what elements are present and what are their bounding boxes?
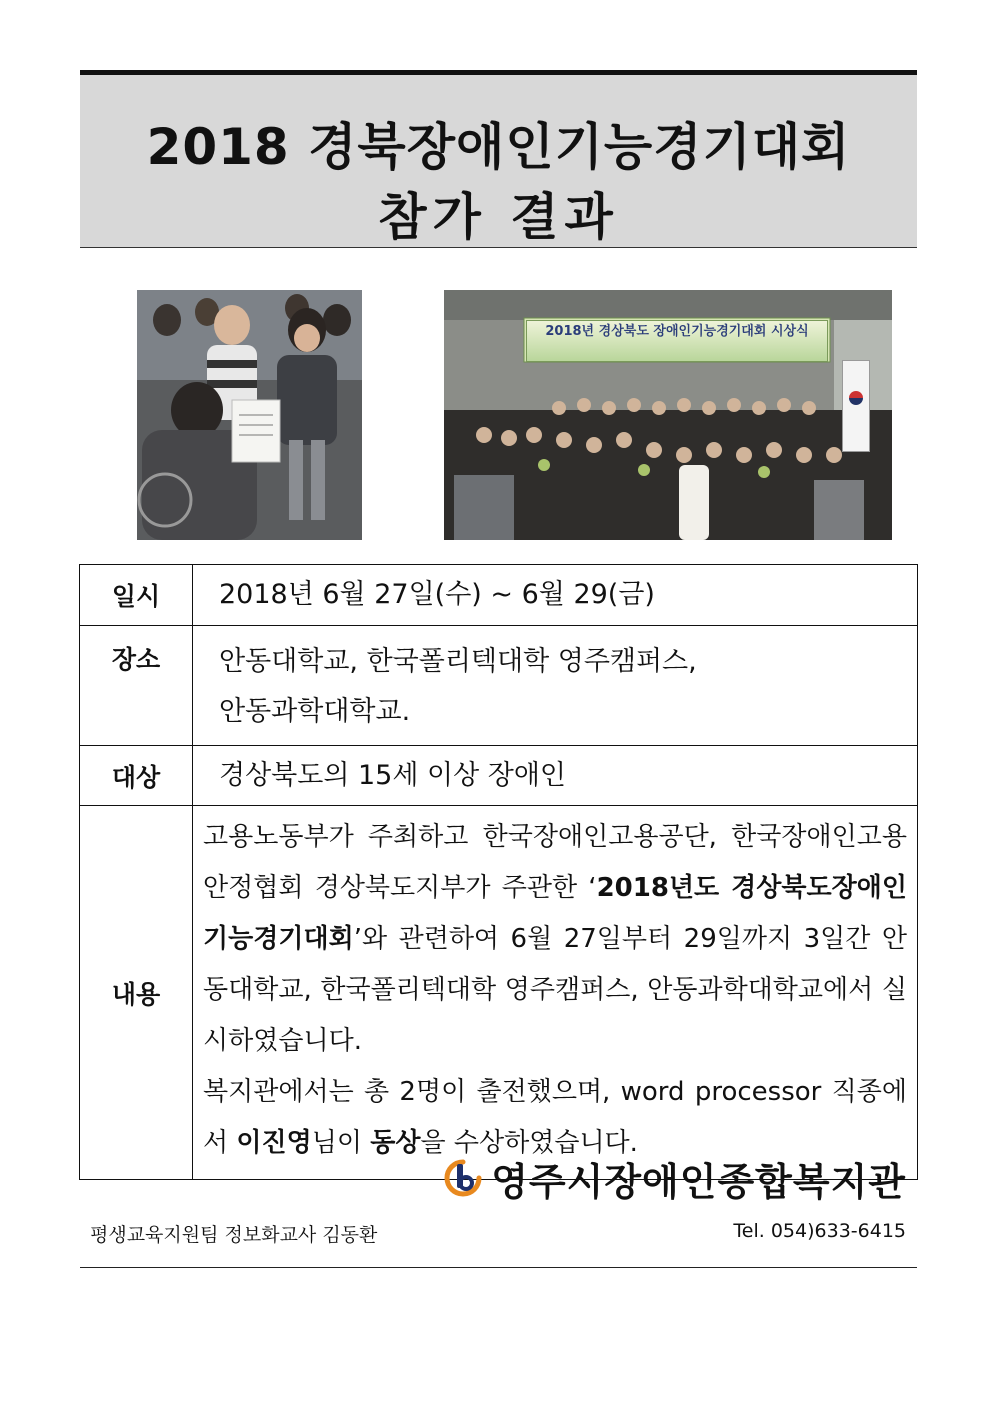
content-p1-c: ’와 관련하여 6월 27일부터 29일까지 3일간 안동대학교, 한국폴리텍대학 영주캠퍼스, 안동과학대학교에서 실시하였습니다. (203, 924, 907, 1056)
taegukgi-flag-icon (842, 360, 870, 452)
info-table (79, 564, 918, 1180)
photo-award-handover-illustration (137, 290, 362, 540)
title-banner (80, 70, 917, 248)
organization-logo-icon (443, 1158, 483, 1198)
organization-name: 영주시장애인종합복지관 (491, 1159, 906, 1204)
value-place-line1: 안동대학교, 한국폴리텍대학 영주캠퍼스, (219, 645, 697, 677)
value-date: 2018년 6월 27일(수) ~ 6월 29(금) (193, 565, 918, 626)
table-row-content (80, 806, 918, 1180)
organization-signature (443, 1150, 906, 1206)
value-content (193, 806, 918, 1180)
ceremony-banner: 2018년 경상북도 장애인기능경기대회 시상식 (526, 320, 828, 362)
content-paragraph-1 (203, 812, 907, 1067)
content-p1-a: 고용노동부가 주최하고 한국장애인고용공단, 한국장애인고용안정협회 경상북도지부가 주관한 ‘ (203, 822, 907, 903)
value-place-line2: 안동과학대학교. (219, 695, 411, 727)
content-p2-c: 을 수상하였습니다. (420, 1128, 638, 1158)
footer-divider (80, 1267, 917, 1268)
value-place (193, 626, 918, 746)
table-row-target (80, 746, 918, 806)
content-award: 동상 (370, 1128, 421, 1158)
photo-group-ceremony (444, 290, 892, 540)
footer-author: 평생교육지원팀 정보화교사 김동환 (90, 1224, 378, 1246)
label-date: 일시 (80, 565, 193, 626)
label-content: 내용 (80, 806, 193, 1180)
content-winner-name: 이진영 (236, 1128, 312, 1158)
table-row-date (80, 565, 918, 626)
content-event-name: 2018년도 경상북도장애인기능경기대회 (203, 873, 907, 954)
page-title-line1: 2018 경북장애인기능경기대회 (146, 118, 851, 176)
label-target: 대상 (80, 746, 193, 806)
table-row-place (80, 626, 918, 746)
value-target: 경상북도의 15세 이상 장애인 (193, 746, 918, 806)
label-place: 장소 (80, 626, 193, 746)
content-p2-a: 복지관에서는 총 2명이 출전했으며, word processor 직종에서 (203, 1077, 907, 1158)
footer-telephone: Tel. 054)633-6415 (733, 1220, 906, 1242)
photo-award-handover (137, 290, 362, 540)
content-p2-b: 님이 (311, 1128, 371, 1158)
page-title-line2: 참가 결과 (378, 188, 619, 246)
